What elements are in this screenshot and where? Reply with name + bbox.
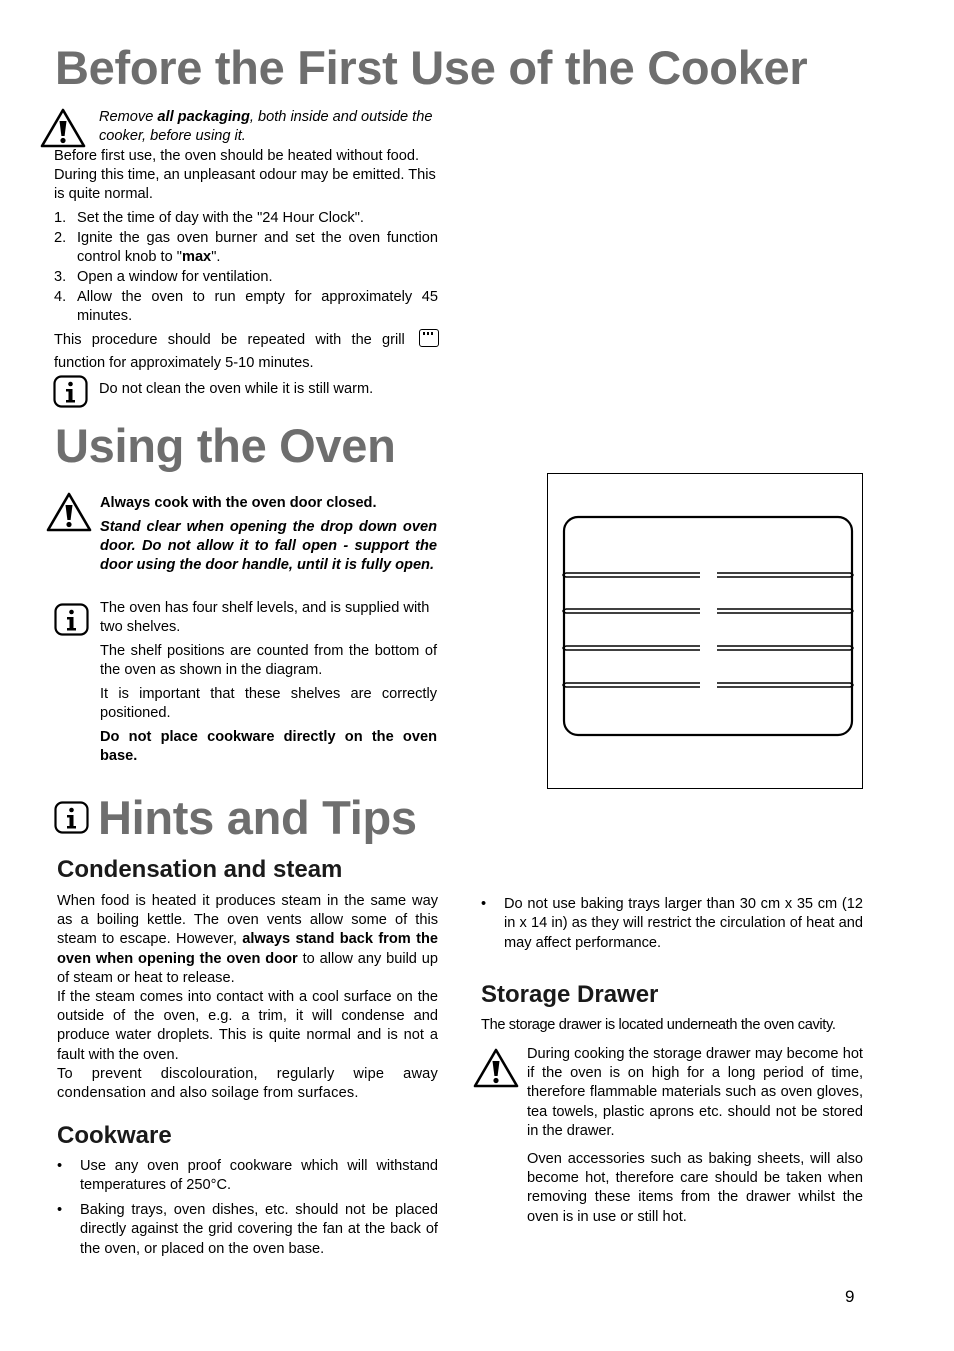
door-closed-warning: Always cook with the oven door closed. bbox=[100, 495, 377, 511]
step-item bbox=[54, 288, 438, 326]
storage-drawer-heading: Storage Drawer bbox=[481, 981, 659, 1008]
first-use-steps bbox=[54, 209, 438, 327]
grill-procedure-text: This procedure should be repeated with the grill bbox=[54, 332, 405, 348]
step-text-bold: max bbox=[181, 249, 212, 265]
info-icon bbox=[54, 603, 89, 636]
list-item: • Use any oven proof cookware which will withstand temperatures of 250°C. bbox=[57, 1157, 438, 1196]
list-item: • Do not use baking trays larger than 30 cm x 35 cm (12 in x 14 in) as they will restrict the circulation of heat and may affect performance. bbox=[481, 895, 863, 953]
step-item bbox=[54, 268, 438, 287]
page-number: 9 bbox=[845, 1287, 855, 1306]
grill-procedure-text-end: function for approximately 5-10 minutes. bbox=[54, 355, 314, 371]
section-title-first-use: Before the First Use of the Cooker bbox=[55, 41, 808, 94]
shelf-info-3: It is important that these shelves are correctly positioned. bbox=[100, 686, 437, 722]
step-number: 3. bbox=[54, 269, 67, 285]
step-number: 2. bbox=[54, 230, 67, 246]
first-use-intro: Before first use, the oven should be heated without food. During this time, an unpleasant odour may be emitted. This is quite normal. bbox=[54, 148, 436, 203]
grill-icon bbox=[419, 329, 439, 347]
warning-triangle-icon bbox=[40, 108, 86, 148]
shelf-info-4: Do not place cookware directly on the oven base. bbox=[100, 729, 437, 765]
oven-cavity-drawing bbox=[548, 474, 862, 788]
grill-procedure bbox=[54, 329, 439, 375]
shelf-runners bbox=[563, 573, 853, 687]
packaging-warning bbox=[99, 108, 439, 146]
condensation-p2: If the steam comes into contact with a cool surface on the outside of the oven, e.g. a trim, it will condense and produce water droplets. This is quite normal and is not a fault with the oven. bbox=[57, 989, 438, 1063]
condensation-p1-end: to allow any build up of steam or heat to release. bbox=[57, 950, 439, 986]
warm-oven-note: Do not clean the oven while it is still warm. bbox=[99, 381, 374, 397]
shelf-info-1: The oven has four shelf levels, and is supplied with two shelves. bbox=[100, 600, 430, 636]
condensation-p1-bold: always stand back from the oven when opening the oven door bbox=[57, 931, 438, 967]
storage-drawer-warning-2: Oven accessories such as baking sheets, will also become hot, therefore care should be taken when removing these items from the drawer whilst the oven is in use or still hot. bbox=[527, 1151, 863, 1225]
cookware-heading: Cookware bbox=[57, 1122, 172, 1149]
drop-door-warning: Stand clear when opening the drop down oven door. Do not allow it to fall open - support the door using the door handle, until it is fully open. bbox=[100, 519, 437, 574]
condensation-p3: To prevent discolouration, regularly wipe away condensation and also soilage from surfaces. bbox=[57, 1066, 438, 1102]
storage-drawer-intro: The storage drawer is located underneath the oven cavity. bbox=[481, 1017, 836, 1033]
section-title-hints: Hints and Tips bbox=[98, 791, 417, 844]
cookware-list bbox=[57, 1157, 438, 1264]
condensation-p1 bbox=[57, 892, 438, 988]
condensation-p1-text: When food is heated it produces steam in the same way as a boiling kettle. The oven vents allow some of this steam to escape. However, bbox=[57, 893, 438, 948]
step-number: 4. bbox=[54, 289, 67, 305]
packaging-warning-bold: all packaging bbox=[157, 109, 250, 125]
list-item: • Baking trays, oven dishes, etc. should not be placed directly against the grid covering the fan at the back of the oven, or placed on the oven base. bbox=[57, 1201, 438, 1259]
step-text: Open a window for ventilation. bbox=[77, 269, 273, 285]
step-text: Set the time of day with the "24 Hour Clock". bbox=[77, 210, 364, 226]
warning-triangle-icon bbox=[46, 492, 92, 532]
step-number: 1. bbox=[54, 210, 67, 226]
step-text-end: ". bbox=[211, 249, 221, 265]
shelf-info-2: The shelf positions are counted from the bottom of the oven as shown in the diagram. bbox=[100, 643, 437, 679]
step-text: Ignite the gas oven burner and set the oven function control knob to " bbox=[77, 230, 438, 265]
step-text: Allow the oven to run empty for approximately 45 minutes. bbox=[77, 289, 438, 324]
info-icon bbox=[54, 801, 89, 834]
warning-triangle-icon bbox=[473, 1048, 519, 1088]
packaging-warning-suffix: , both inside and outside the cooker, before using it. bbox=[99, 109, 433, 145]
step-item bbox=[54, 209, 438, 228]
step-item bbox=[54, 229, 438, 267]
packaging-warning-prefix: Remove bbox=[99, 109, 158, 125]
condensation-heading: Condensation and steam bbox=[57, 856, 343, 883]
section-title-using-oven: Using the Oven bbox=[55, 419, 396, 472]
oven-shelf-diagram bbox=[547, 473, 863, 789]
cookware-list-continued bbox=[481, 895, 863, 958]
info-icon bbox=[53, 375, 88, 408]
storage-drawer-warning-1: During cooking the storage drawer may become hot if the oven is on high for a long period of time, therefore flammable materials such as oven gloves, tea towels, plastic aprons etc. should not be stored in the drawer. bbox=[527, 1046, 863, 1139]
